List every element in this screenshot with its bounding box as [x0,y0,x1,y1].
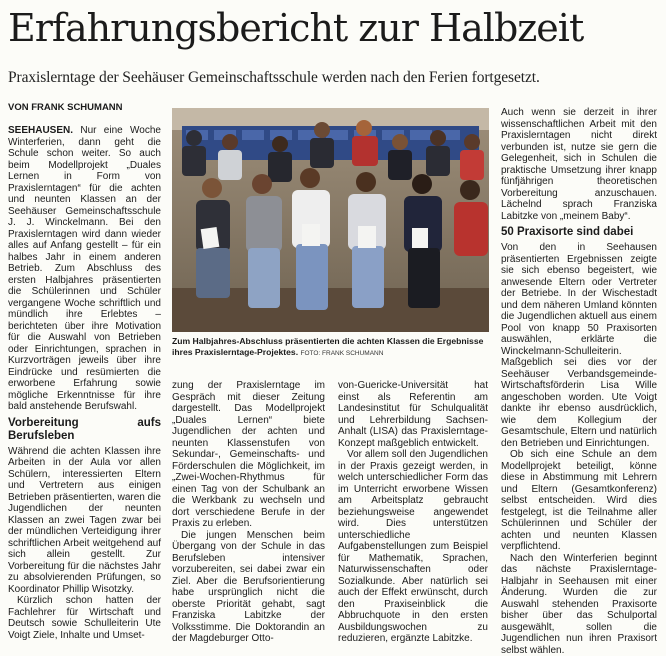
paragraph: Während die achten Klassen ihre Arbeiten in der Aula vor allen Schülern, interessierten Eltern und Vertretern aus einigen Betrieben präsentierten, waren die Jugendlichen der neunten Klassen an zwei Tagen zwar bei der mündlichen Verteidigung ihrer schriftlichen Arbeit weitgehend auf sich allein gestellt. Zur Vorbereitung für die nächstes Jahr zu absolvierenden Prüfungen, so Koordinator Phillip Wisotzky. [8,446,161,596]
photo-caption [172,336,489,359]
article-column-4 [501,107,657,625]
paragraph-text: Nur eine Woche Winterferien, dann geht die Schule schon weiter. So auch beim Modellprojekt „Duales Lernen in Form von Praxislerntagen“ für die achten und neunten Klassen an der Seehäuser Gemeinschaftsschule J. J. Winckelmann. Bei den Praxislerntagen wird dann wieder alles auf Anfang gestellt – für ein halbes Jahr in einem anderen Betrieb. Zum Abschluss des ersten Halbjahres präsentierten die Schülerinnen und Schüler vergangene Woche schriftlich und mündlich ihre Erlebtes – berichteten über ihre Motivation für die Auswahl von Betrieben oder Einrichtungen, sprachen in Kurzvorträgen jeweils über ihre Eindrücke und resümierten die erworbene Erfahrung sowie mögliche Erkenntnisse für ihre bald anstehende Berufswahl. [8,125,161,412]
section-heading: 50 Praxisorte sind dabei [501,226,657,239]
article-photo [172,108,489,332]
photo-credit: FOTO: FRANK SCHUMANN [301,350,384,357]
dateline: SEEHAUSEN. [8,125,73,136]
article-column-1 [8,125,161,625]
paragraph: zung der Praxislerntage im Gespräch mit dieser Zeitung dargestellt. Das Modellprojekt „Duales Lernen“ biete Jugendlichen der achten und neunten Klassenstufen von Sekundar-, Gemeinschafts- und Förderschulen die Möglichkeit, im „Zwei-Wochen-Rhythmus für einen Tag von der Schulbank an die Werkbank zu wechseln und dort verschiedene Berufe in der Praxis zu erleben. [172,380,325,530]
paragraph: Auch wenn sie derzeit in ihrer wissenschaftlichen Arbeit mit den Praxislerntagen nicht direkt verbunden ist, nutze sie gern die Gelegenheit, sich in Schulen die praktische Umsetzung ihrer knapp fünfjährigen theoretischen Vorbereitung anzuschauen. Lächelnd sprach Franziska Labitzke von „meinem Baby“. [501,107,657,222]
byline: VON FRANK SCHUMANN [8,102,123,114]
paragraph: Die jungen Menschen beim Übergang von der Schule in das Berufsleben intensiver vorzubereiten, sei dabei zwar ein Ziel. Aber die Berufsorientierung habe ursprünglich nicht die oberste Priorität gehabt, sagt Franziska Labitzke der Volksstimme. Die Doktorandin an der Magdeburger Otto- [172,530,325,645]
paragraph: Von den in Seehausen präsentierten Ergebnissen zeigte sie sich ebenso begeistert, wie anwesende Eltern oder Vertreter der Betriebe. In der Wischestadt und dem näheren Umland könnten die Jugendlichen aktuell aus einem Pool von knapp 50 Praxisorten auswählen, erklärte die Winckelmann-Schulleiterin. Maßgeblich sei dies vor der Seehäuser Verbandsgemeinde-Wirtschaftsförderin Lisa Wille angeschoben worden. Ute Voigt dankte ihr ebenso ausdrücklich, wie dem Kollegium der Gesamtschule, Eltern und natürlich den Betrieben und Einrichtungen. [501,242,657,449]
article-column-3 [338,380,488,626]
article-column-2 [172,380,325,626]
headline: Erfahrungsbericht zur Halbzeit [8,6,658,50]
paragraph: Kürzlich schon hatten der Fachlehrer für Wirtschaft und Deutsch sowie Schulleiterin Ute Voigt Ziele, Inhalte und Umset- [8,595,161,641]
paragraph: Vor allem soll den Jugendlichen in der Praxis gezeigt werden, in welch unterschiedlicher Form das im Unterricht erworbene Wissen am Arbeitsplatz gebraucht beziehungsweise angewendet wird. Dies unterstützen unterschiedliche Aufgabenstellungen zum Beispiel für Mathematik, Sprachen, Naturwissenschaften oder Sozialkunde. Aber natürlich sei auch der Effekt erwünscht, durch den Praxiseinblick die Abbruchquote in den ersten Ausbildungswochen zu reduzieren, ergänzte Labitzke. [338,449,488,645]
paragraph: von-Guericke-Universität hat einst als Referentin am Landesinstitut für Schulqualität und Lehrerbildung Sachsen-Anhalt (LISA) das Praxislerntage-Konzept maßgeblich entwickelt. [338,380,488,449]
caption-text: Zum Halbjahres-Abschluss präsentierten die achten Klassen die Ergebnisse ihres Praxislerntage-Projektes. [172,336,483,357]
section-heading: Vorbereitung aufs Berufsleben [8,417,161,443]
subheadline: Praxislerntage der Seehäuser Gemeinschaftsschule werden nach den Ferien fortgesetzt. [8,69,660,87]
photo-image [172,108,489,332]
paragraph: Ob sich eine Schule an dem Modellprojekt beteiligt, könne diese in Abstimmung mit Lehrern und Eltern (Gesamtkonferenz) selbst entscheiden. Wird dies festgelegt, ist die Teilnahme aller Schülerinnen und Schüler der achten und neunten Klassen verpflichtend. [501,449,657,553]
paragraph [8,125,161,413]
paragraph: Nach den Winterferien beginnt das nächste Praxislerntage-Halbjahr in Seehausen mit einer Änderung. Wurden die zur Auswahl stehenden Praxisorte bisher über das Schulportal ausgewählt, sollen die Jugendlichen nun ihren Praxisort selbst wählen. [501,553,657,656]
